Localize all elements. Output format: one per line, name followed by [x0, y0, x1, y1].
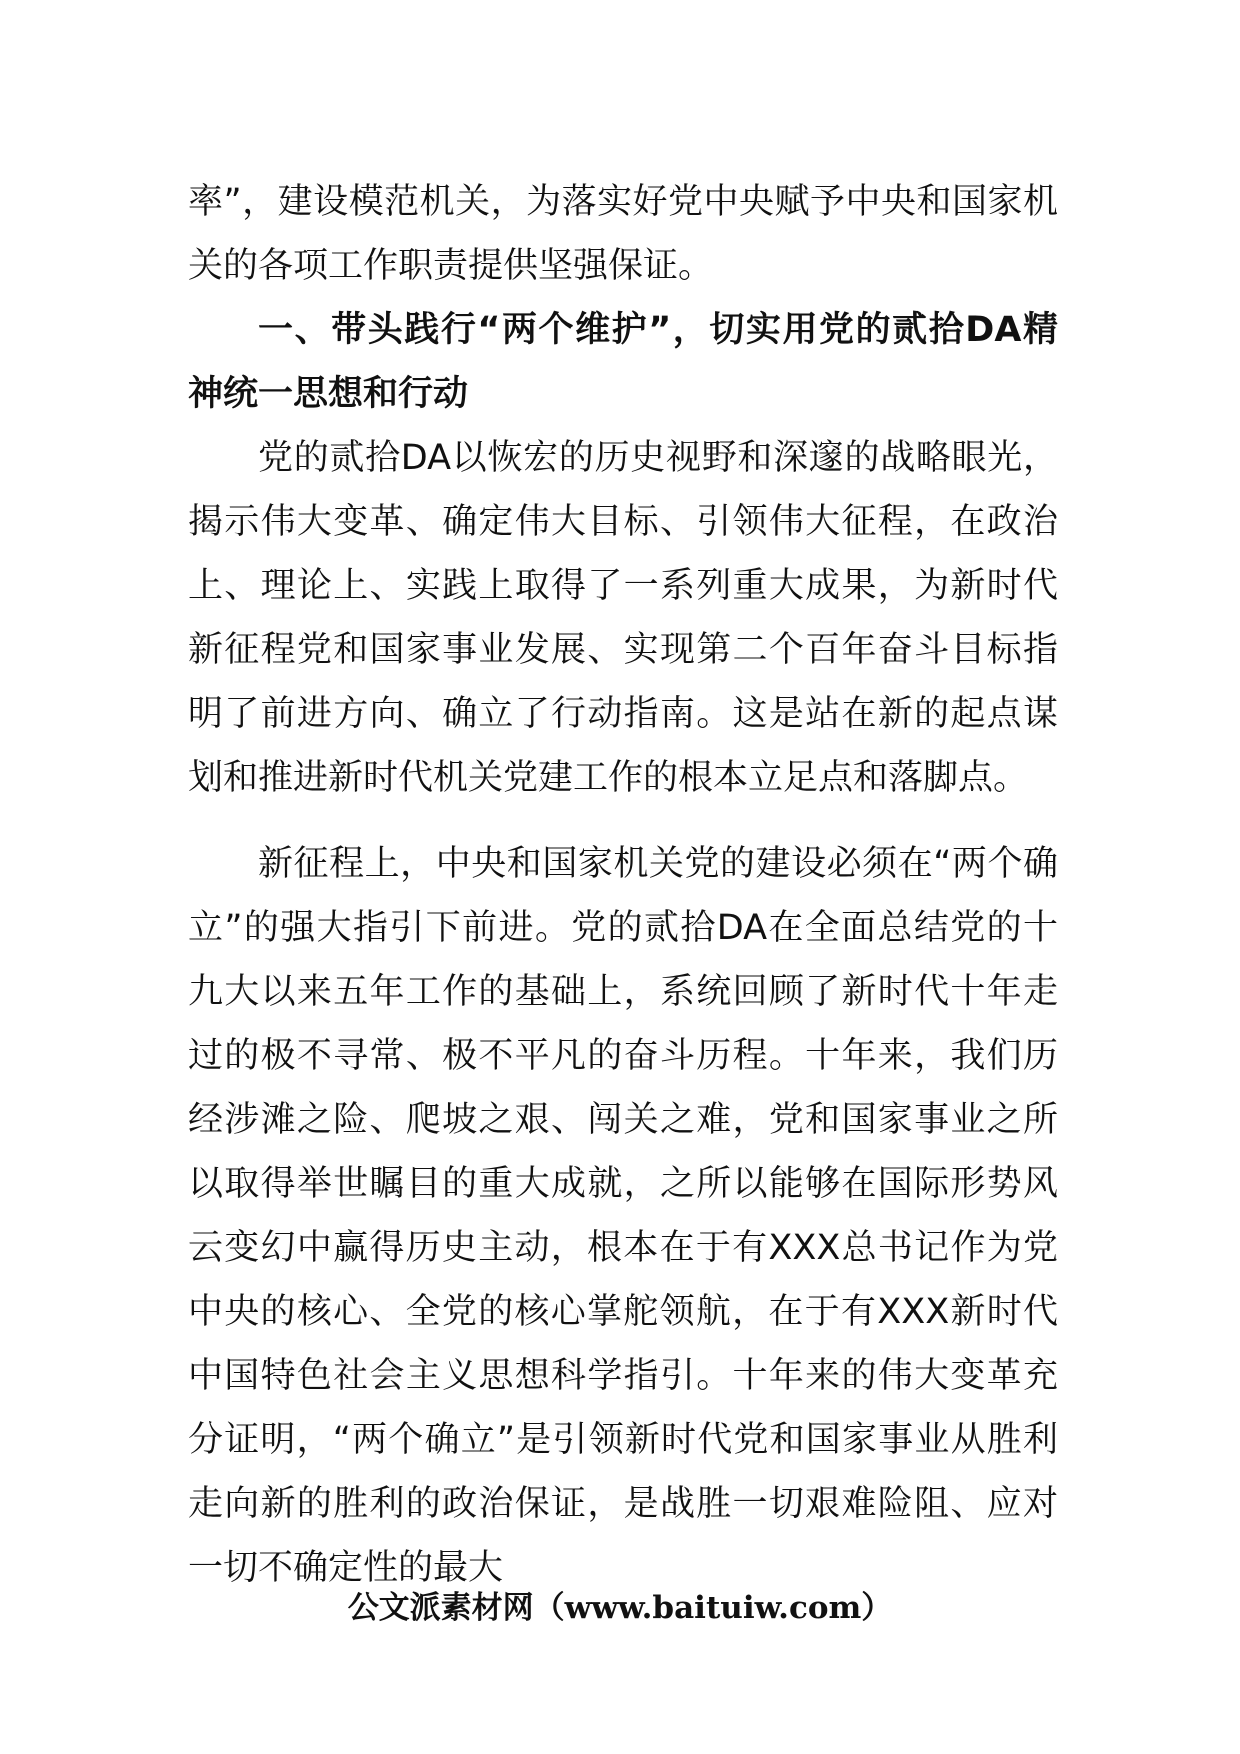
body-paragraph: 新征程上，中央和国家机关党的建设必须在“两个确立”的强大指引下前进。党的贰拾DA在全面总结党的十九大以来五年工作的基础上，系统回顾了新时代十年走过的极不寻常、极不平凡的奋斗历程。十年来，我们历经涉滩之险、爬坡之艰、闯关之难，党和国家事业之所以取得举世瞩目的重大成就，之所以能够在国际形势风云变幻中赢得历史主动，根本在于有XXX总书记作为党中央的核心、全党的核心掌舵领航，在于有XXX新时代中国特色社会主义思想科学指引。十年来的伟大变革充分证明，“两个确立”是引领新时代党和国家事业从胜利走向新的胜利的政治保证，是战胜一切艰难险阻、应对一切不确定性的最大 — [188, 844, 1058, 1588]
body-paragraph: 党的贰拾DA以恢宏的历史视野和深邃的战略眼光，揭示伟大变革、确定伟大目标、引领伟大征程，在政治上、理论上、实践上取得了一系列重大成果，为新时代新征程党和国家事业发展、实现第二个百年奋斗目标指明了前进方向、确立了行动指南。这是站在新的起点谋划和推进新时代机关党建工作的根本立足点和落脚点。 — [188, 438, 1058, 798]
document-body — [188, 170, 1058, 1600]
section-heading: 一、带头践行“两个维护”，切实用党的贰拾DA精神统一思想和行动 — [188, 310, 1058, 414]
footer-watermark: 公文派素材网（www.baituiw.com） — [347, 1590, 893, 1626]
paragraph-continuation: 率”，建设模范机关，为落实好党中央赋予中央和国家机关的各项工作职责提供坚强保证。 — [188, 182, 1058, 286]
